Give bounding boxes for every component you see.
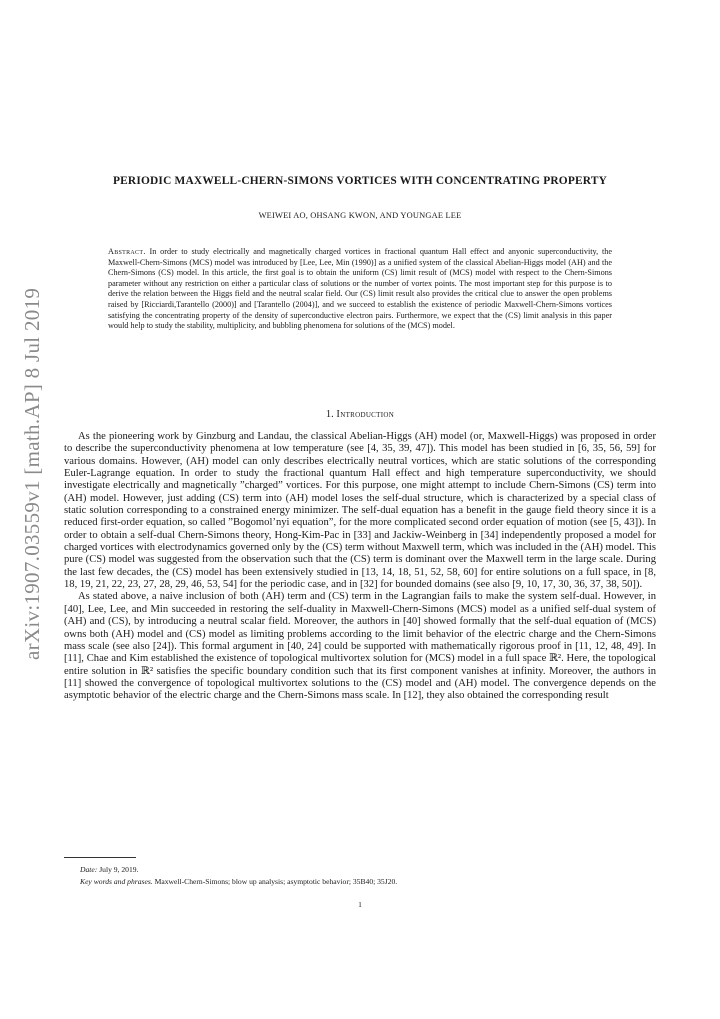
abstract-text: In order to study electrically and magnetically charged vortices in fractional quantum Hall effect and anyonic superconductivity, the Maxwell-Chern-Simons (MCS) model was introduced by [Lee, Lee, Min (1990)] as a unified system of the classical Abelian-Higgs model (AH) and the Chern-Simons (CS) model. In this article, the first goal is to obtain the uniform (CS) limit result of (MCS) model with respect to the Chern-Simons parameter without any restriction on either a particular class of solutions or the number of vortex points. The most important step for this purpose is to derive the relation between the Higgs field and the neutral scalar field. Our (CS) limit result also provides the critical clue to answer the open problems raised by [Ricciardi,Tarantello (2000)] and [Tarantello (2004)], and we succeed to establish the existence of periodic Maxwell-Chern-Simons vortices satisfying the concentrating property of the density of superconductive electron pairs. Furthermore, we expect that the (CS) limit analysis in this paper would help to study the stability, multiplicity, and bubbling phenomena for solutions of the (MCS) model.: [108, 247, 612, 331]
paragraph-2: As stated above, a naive inclusion of both (AH) term and (CS) term in the Lagrangian fails to make the system self-dual. However, in [40], Lee, Lee, and Min succeeded in restoring the self-duality in Maxwell-Chern-Simons (MCS) model as a unified self-dual system of (AH) and (CS), by introducing a neutral scalar field. Moreover, the authors in [40] showed formally that the self-dual equation of (MCS) owns both (AH) model and (CS) model as limiting problems according to the limit behavior of the electric charge and the Chern-Simons mass scale (see also [24]). This formal argument in [40, 24] could be supported with mathematically rigorous proof in [11, 12, 48, 49]. In [11], Chae and Kim established the existence of topological multivortex solution for (MCS) model in a full space ℝ². Here, the topological entire solution in ℝ² satisfies the specific boundary condition such that its first component vanishes at infinity. Moreover, the authors in [11] showed the convergence of topological multivortex solutions to the (CS) model and (AH) model. The convergence depends on the asymptotic behavior of the electric charge and the Chern-Simons mass scale. In [12], they also obtained the corresponding result: [64, 591, 656, 702]
date-value: July 9, 2019.: [99, 865, 139, 874]
footnotes: [80, 864, 640, 888]
page-number: 1: [358, 900, 362, 909]
date-label: Date:: [80, 865, 98, 874]
section-number: 1.: [325, 409, 334, 420]
footnote-keywords: [80, 876, 640, 888]
paper-authors: WEIWEI AO, OHSANG KWON, AND YOUNGAE LEE: [258, 211, 462, 220]
footnote-date: [80, 864, 640, 876]
abstract-label: Abstract.: [108, 247, 146, 256]
arxiv-stamp: arXiv:1907.03559v1 [math.AP] 8 Jul 2019: [20, 287, 44, 660]
section-title: Introduction: [336, 409, 395, 420]
body-text: [64, 431, 656, 703]
section-heading: [60, 409, 660, 420]
paragraph-1: As the pioneering work by Ginzburg and Landau, the classical Abelian-Higgs (AH) model (or, Maxwell-Higgs) was proposed in order to describe the superconductivity phenomena at low temperature (see [4, 35, 39, 47]). This model has been studied in [6, 35, 56, 59] for various domains. However, (AH) model can only describes electrically neutral vortices, which are static solutions of the corresponding Euler-Lagrange equation. In order to study the fractional quantum Hall effect and high temperature superconductivity, we should investigate electrically and magnetically ”charged” vortices. For this purpose, one might attempt to include Chern-Simons (CS) term into (AH) model. However, just adding (CS) term into (AH) model loses the self-dual structure, which is characterized by a special class of static solution corresponding to a constrained energy minimizer. The self-dual equation has a benefit in the gauge field theory since it is a reduced first-order equation, so called ”Bogomol’nyi equation”, for the more complicated second order equation of motion (see [5, 43]). In order to obtain a self-dual Chern-Simons theory, Hong-Kim-Pac in [33] and Jackiw-Weinberg in [34] independently proposed a model for charged vortices with electrodynamics governed only by the (CS) term without Maxwell term, which was included in the (AH) model. This pure (CS) model was suggested from the observation such that the (CS) term is dominant over the Maxwell term in the large scale. During the last few decades, the (CS) model has been extensively studied in [13, 14, 18, 51, 52, 58, 60] for entire solutions on a full space, in [8, 18, 19, 21, 22, 23, 27, 28, 29, 46, 53, 54] for the periodic case, and in [32] for bounded domains (see also [9, 10, 17, 30, 36, 37, 38, 50]).: [64, 431, 656, 591]
keywords-label: Key words and phrases.: [80, 877, 153, 886]
paper-title: PERIODIC MAXWELL-CHERN-SIMONS VORTICES WITH CONCENTRATING PROPERTY: [112, 175, 608, 187]
footnote-rule: [64, 857, 136, 858]
keywords-value: Maxwell-Chern-Simons; blow up analysis; asymptotic behavior; 35B40; 35J20.: [154, 877, 398, 886]
abstract: [108, 247, 612, 332]
